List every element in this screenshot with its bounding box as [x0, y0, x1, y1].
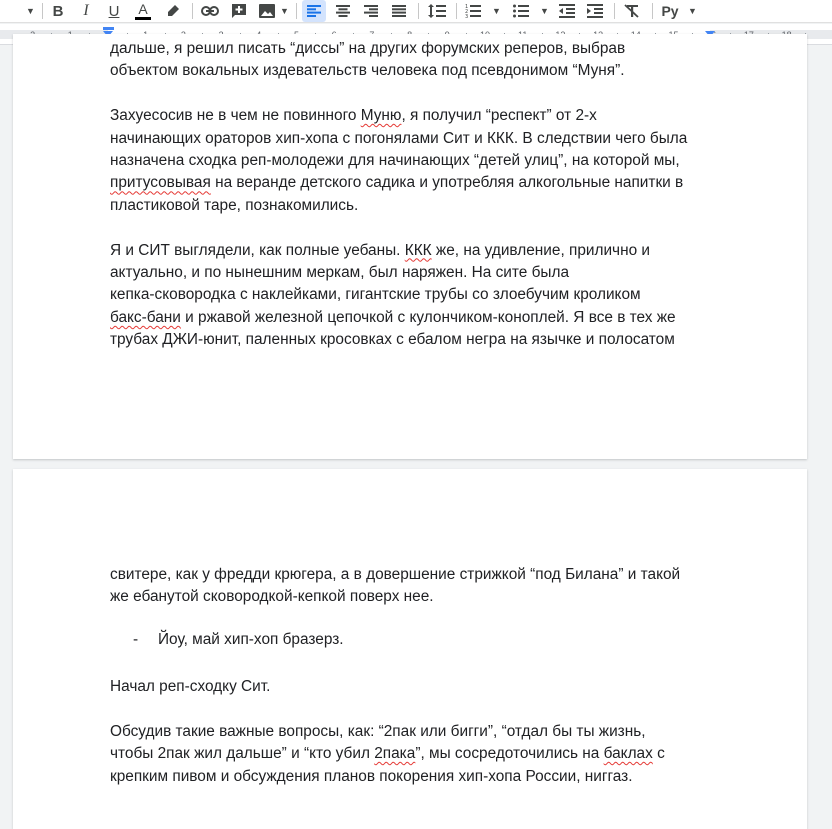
- text-line: свитере, как у фредди крюгера, а в довершение стрижкой “под Билана” и такой: [110, 566, 681, 583]
- formatting-toolbar: [0, 0, 832, 23]
- align-center-icon: [336, 5, 350, 17]
- spellcheck-word[interactable]: Муню: [360, 107, 402, 125]
- text-line: начинающих ораторов хип-хопа с погонялами Сит и ККК. В следствии чего была: [110, 129, 688, 147]
- text-line: Начал реп-сходку Сит.: [110, 678, 271, 695]
- svg-text:3: 3: [465, 14, 469, 18]
- text-line: притусовывая на веранде детского садика и употребляя алкогольные напитки в: [110, 174, 684, 192]
- align-left-button[interactable]: [302, 0, 326, 22]
- text-color-label: A: [138, 1, 148, 17]
- toolbar-separator: [418, 3, 419, 19]
- line-spacing-icon: [428, 3, 446, 19]
- list-bullet: -: [133, 631, 139, 648]
- toolbar-separator: [42, 3, 43, 19]
- document-page-1[interactable]: [13, 34, 807, 459]
- bulleted-list-button[interactable]: [510, 0, 532, 22]
- bold-button[interactable]: B: [52, 2, 64, 20]
- text-line: Захуесосив не в чем не повинного Муню, я получил “респект” от 2-х: [110, 107, 597, 125]
- italic-button[interactable]: I: [83, 2, 89, 19]
- toolbar-separator: [652, 3, 653, 19]
- align-center-button[interactable]: [332, 0, 354, 22]
- text-line: чтобы 2пак жил дальше” и “кто убил 2пака”, мы сосредоточились на баклах с: [110, 745, 665, 763]
- svg-text:2: 2: [465, 9, 469, 15]
- toolbar-separator: [614, 3, 615, 19]
- spellcheck-word[interactable]: баклах: [603, 745, 653, 763]
- insert-link-button[interactable]: [198, 0, 222, 22]
- bulleted-list-dropdown-icon[interactable]: ▼: [540, 6, 549, 16]
- spellcheck-word[interactable]: притусовывая: [110, 174, 211, 192]
- text-line: кепка-сковородка с наклейками, гигантские трубы со злоебучим кроликом: [110, 286, 641, 304]
- spellcheck-word[interactable]: ККК: [404, 241, 432, 259]
- svg-text:1: 1: [465, 4, 469, 10]
- add-comment-button[interactable]: [228, 0, 250, 22]
- text-line: крепким пивом и обсуждения планов покорения хип-хопа России, ниггаз.: [110, 767, 633, 785]
- page-2-text[interactable]: [110, 564, 730, 609]
- page-2-text-continued[interactable]: [110, 676, 730, 788]
- bulleted-list-icon: [513, 4, 529, 18]
- first-line-indent-marker[interactable]: [103, 27, 114, 30]
- decrease-indent-button[interactable]: [556, 0, 578, 22]
- increase-indent-icon: [587, 4, 603, 18]
- toolbar-separator: [296, 3, 297, 19]
- text-line: актуально, и по нынешним меркам, был наряжен. На сите была: [110, 264, 569, 282]
- insert-image-button[interactable]: [256, 0, 278, 22]
- text-line: назначена сходка реп-молодежи для начинающих “детей улиц”, на которой мы,: [110, 152, 680, 170]
- decrease-indent-icon: [559, 4, 575, 18]
- increase-indent-button[interactable]: [584, 0, 606, 22]
- clear-formatting-button[interactable]: [620, 0, 644, 22]
- highlight-button[interactable]: [162, 0, 184, 22]
- font-size-dropdown-icon[interactable]: ▼: [26, 6, 35, 16]
- highlighter-icon: [166, 4, 180, 18]
- line-spacing-button[interactable]: [426, 0, 448, 22]
- text-line: Обсудив такие важные вопросы, как: “2пак или бигги”, “отдал бы ты жизнь,: [110, 722, 646, 740]
- text-line: дальше, я решил писать “диссы” на других форумских реперов, выбрав: [110, 40, 626, 57]
- text-color-button[interactable]: [132, 0, 154, 22]
- input-tools-dropdown-icon[interactable]: ▼: [688, 6, 697, 16]
- spellcheck-word[interactable]: 2пака: [374, 745, 416, 763]
- align-left-icon: [307, 5, 321, 17]
- page-1-text[interactable]: [110, 38, 730, 352]
- justify-button[interactable]: [388, 0, 410, 22]
- add-comment-icon: [231, 3, 247, 19]
- numbered-list-button[interactable]: [462, 0, 484, 22]
- text-line: объектом вокальных издевательств человека под псевдонимом “Муня”.: [110, 62, 625, 80]
- justify-icon: [392, 5, 406, 17]
- clear-formatting-icon: [624, 4, 640, 18]
- text-line: пластиковой таре, познакомились.: [110, 196, 359, 214]
- numbered-list-icon: [465, 4, 481, 18]
- underline-button[interactable]: U: [108, 2, 120, 20]
- toolbar-separator: [456, 3, 457, 19]
- text-line: трубах ДЖИ-юнит, паленных кросовках с ебалом негра на язычке и полосатом: [110, 331, 675, 349]
- text-line: бакс-бани и ржавой железной цепочкой с кулончиком-коноплей. Я все в тех же: [110, 308, 676, 326]
- numbered-list-dropdown-icon[interactable]: ▼: [492, 6, 501, 16]
- text-line: Я и СИТ выглядели, как полные уебаны. ККК же, на удивление, прилично и: [110, 241, 651, 259]
- image-icon: [259, 4, 275, 18]
- toolbar-separator: [192, 3, 193, 19]
- text-line: же ебанутой сковородкой-кепкой поверх нее.: [110, 588, 434, 606]
- document-page-2[interactable]: [13, 469, 807, 829]
- image-dropdown-icon[interactable]: ▼: [280, 6, 289, 16]
- align-right-icon: [364, 5, 378, 17]
- spellcheck-word[interactable]: бакс-бани: [110, 308, 181, 326]
- list-item: Йоу, май хип-хоп бразерз.: [158, 631, 344, 648]
- input-tools-button[interactable]: Py: [661, 3, 679, 19]
- link-icon: [201, 6, 219, 16]
- text-color-swatch: [135, 17, 151, 20]
- align-right-button[interactable]: [360, 0, 382, 22]
